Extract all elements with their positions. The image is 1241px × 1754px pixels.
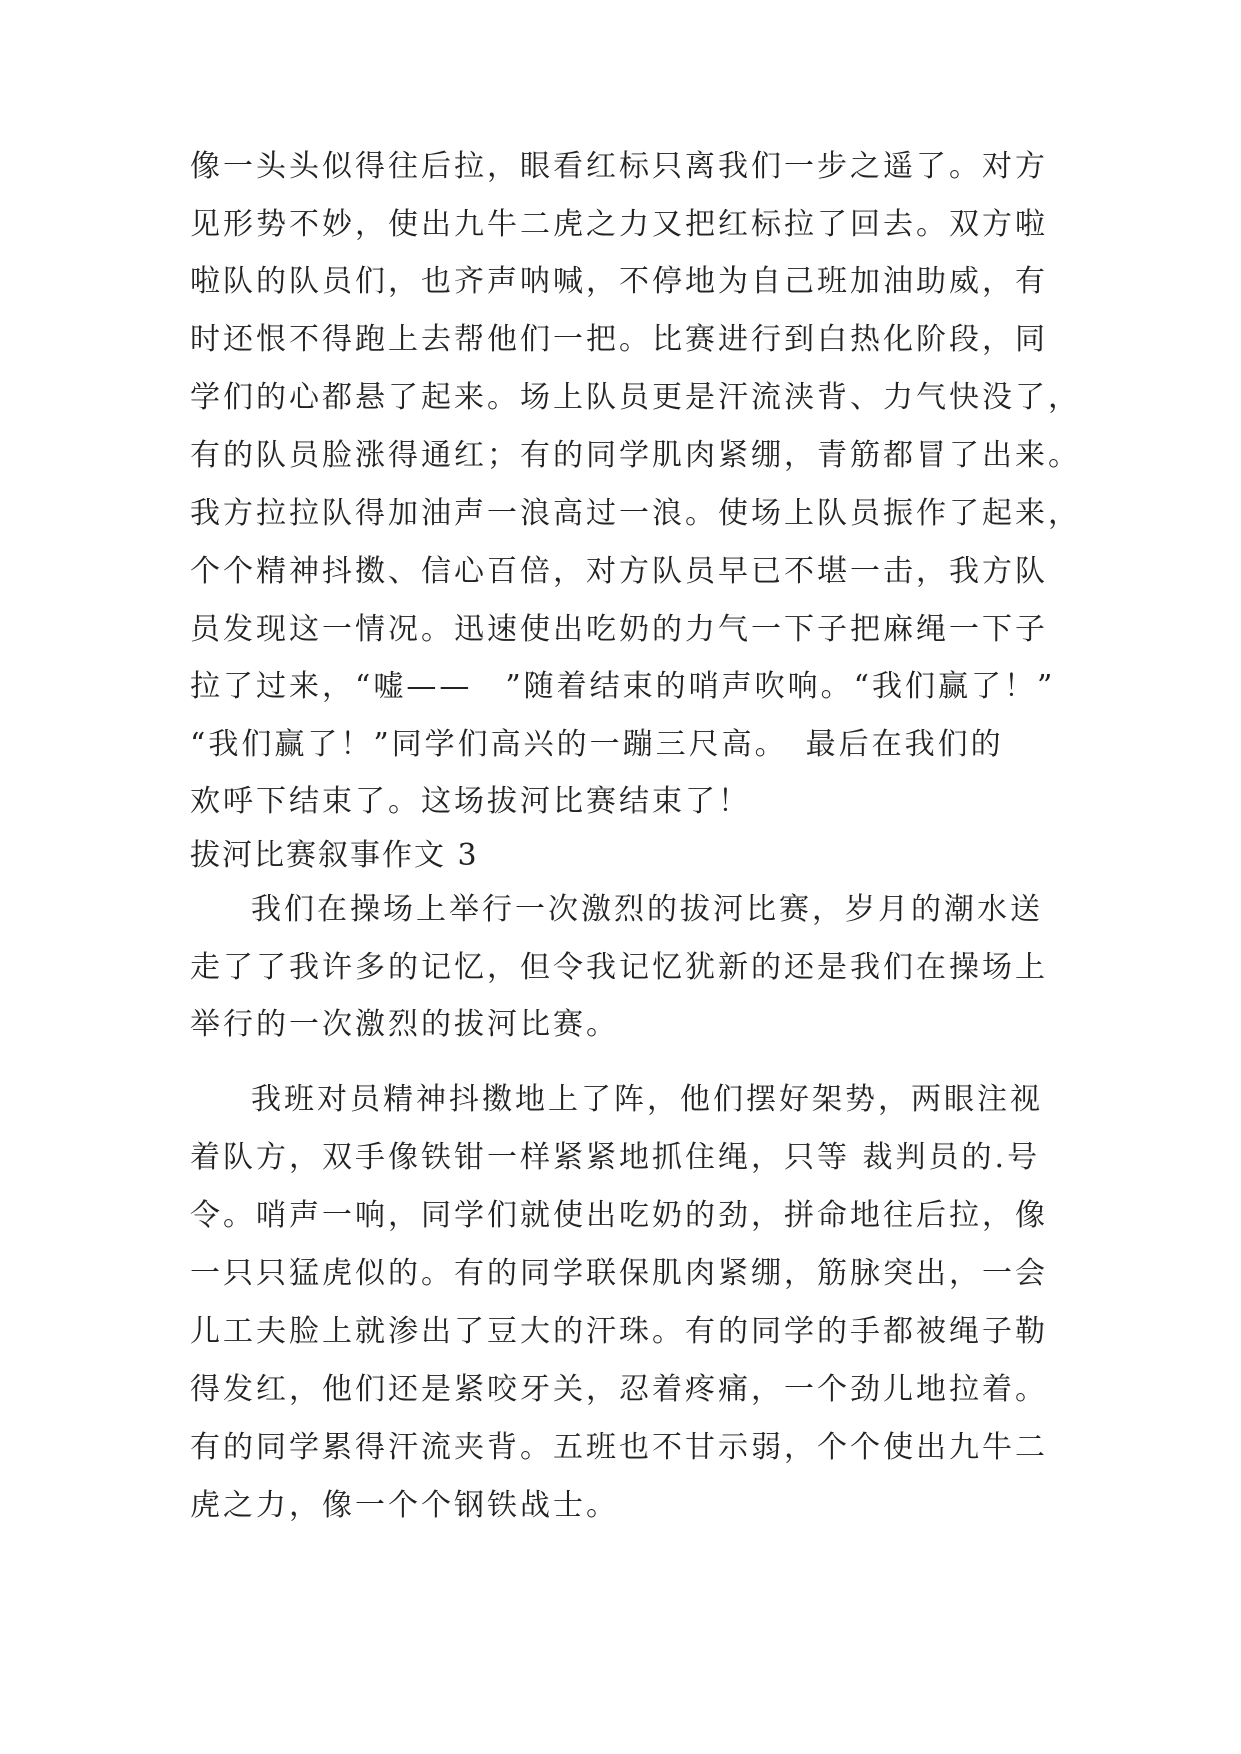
- text-line: 员发现这一情况。迅速使出吃奶的力气一下子把麻绳一下子: [190, 612, 1048, 647]
- text-line: 虎之力，像一个个钢铁战士。: [190, 1488, 619, 1523]
- text-line: 有的队员脸涨得通红；有的同学肌肉紧绷，青筋都冒了出来。: [190, 438, 1081, 473]
- text-line: 见形势不妙，使出九牛二虎之力又把红标拉了回去。双方啦: [190, 207, 1048, 242]
- text-line: 我方拉拉队得加油声一浪高过一浪。使场上队员振作了起来，: [190, 496, 1081, 531]
- text-line: 拉了过来，“嘘—— ”随着结束的哨声吹响。“我们赢了！”: [190, 669, 1056, 704]
- text-line: 走了了我许多的记忆，但令我记忆犹新的还是我们在操场上: [190, 950, 1048, 985]
- text-line: 我们在操场上举行一次激烈的拔河比赛，岁月的潮水送: [251, 892, 1043, 927]
- text-line: 得发红，他们还是紧咬牙关，忍着疼痛，一个劲儿地拉着。: [190, 1372, 1048, 1407]
- text-line: 我班对员精神抖擞地上了阵，他们摆好架势，两眼注视: [251, 1082, 1043, 1117]
- text-line: 像一头头似得往后拉，眼看红标只离我们一步之遥了。对方: [190, 149, 1048, 184]
- text-line: 有的同学累得汗流夹背。五班也不甘示弱，个个使出九牛二: [190, 1430, 1048, 1465]
- text-line: 一只只猛虎似的。有的同学联保肌肉紧绷，筋脉突出，一会: [190, 1256, 1048, 1291]
- text-line: “我们赢了！”同学们高兴的一蹦三尺高。 最后在我们的: [190, 727, 1004, 762]
- text-line: 欢呼下结束了。这场拔河比赛结束了！: [190, 784, 751, 819]
- text-line: 啦队的队员们，也齐声呐喊，不停地为自己班加油助威，有: [190, 264, 1048, 299]
- text-line: 时还恨不得跑上去帮他们一把。比赛进行到白热化阶段，同: [190, 322, 1048, 357]
- text-line: 儿工夫脸上就渗出了豆大的汗珠。有的同学的手都被绳子勒: [190, 1314, 1048, 1349]
- text-line: 着队方，双手像铁钳一样紧紧地抓住绳，只等 裁判员的.号: [190, 1140, 1041, 1175]
- section-heading: 拔河比赛叙事作文 3: [190, 838, 479, 873]
- text-line: 令。哨声一响，同学们就使出吃奶的劲，拼命地往后拉，像: [190, 1198, 1048, 1233]
- text-line: 学们的心都悬了起来。场上队员更是汗流浃背、力气快没了，: [190, 380, 1081, 415]
- text-line: 举行的一次激烈的拔河比赛。: [190, 1007, 619, 1042]
- text-line: 个个精神抖擞、信心百倍，对方队员早已不堪一击，我方队: [190, 554, 1048, 589]
